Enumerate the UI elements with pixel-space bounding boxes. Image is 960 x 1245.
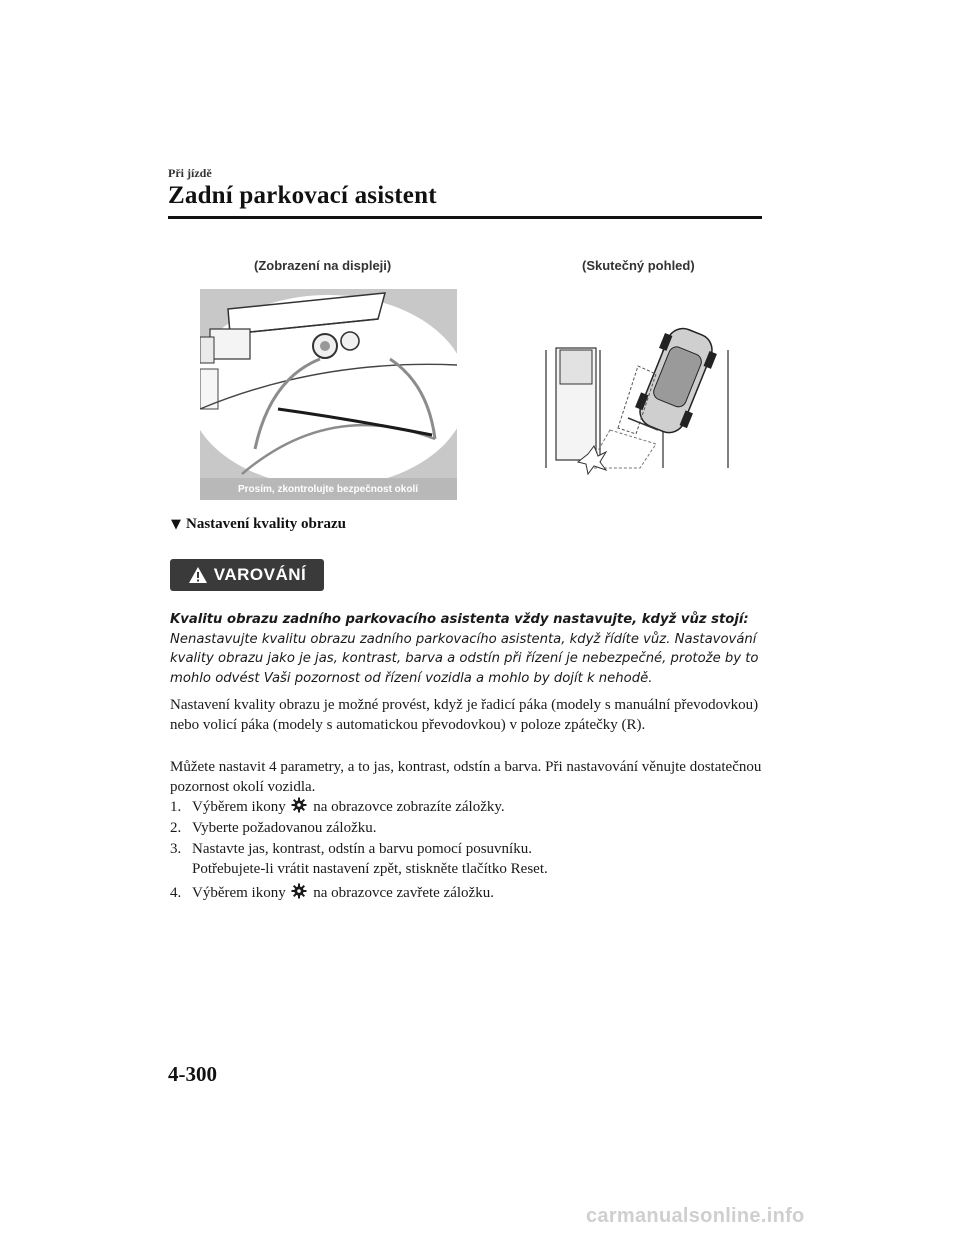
section-subheading	[171, 516, 346, 533]
actual-view-illustration	[528, 318, 746, 480]
step-number: 3.	[170, 841, 182, 857]
gear-icon	[291, 883, 307, 899]
display-view-illustration	[200, 289, 457, 500]
display-overlay-text: Prosím, zkontrolujte bezpečnost okolí	[237, 484, 419, 495]
watermark: carmanualsonline.info	[586, 1205, 805, 1227]
warning-text	[170, 610, 770, 688]
steps-list	[170, 797, 770, 904]
step-text: Výběrem ikony na obrazovce zavřete záložku.	[192, 885, 494, 901]
step-text: Nastavte jas, kontrast, odstín a barvu pomocí posuvníku. Potřebujete-li vrátit nastavení zpět, stiskněte tlačítko Reset.	[192, 841, 548, 877]
title-rule	[168, 216, 762, 219]
subheading-text: Nastavení kvality obrazu	[186, 516, 347, 532]
paragraph-parameters: Můžete nastavit 4 parametry, a to jas, kontrast, odstín a barva. Při nastavování věnujte dostatečnou pozornost okolí vozidla.	[170, 759, 762, 795]
warning-label-box	[170, 559, 324, 591]
page-number: 4-300	[168, 1062, 217, 1086]
triangle-marker-icon: ▼	[171, 517, 181, 532]
step-text: Výběrem ikony na obrazovce zobrazíte záložky.	[192, 799, 505, 815]
display-view-caption: (Zobrazení na displeji)	[254, 258, 392, 273]
step-number: 4.	[170, 885, 182, 901]
gear-icon	[291, 797, 307, 813]
section-label: Při jízdě	[168, 166, 212, 180]
warning-label: VAROVÁNÍ	[213, 565, 307, 584]
warning-lead: Kvalitu obrazu zadního parkovacího asistenta vždy nastavujte, když vůz stojí:	[170, 612, 749, 627]
list-item	[170, 797, 770, 817]
actual-view-caption: (Skutečný pohled)	[582, 258, 695, 273]
list-item	[170, 883, 770, 903]
paragraph-conditions: Nastavení kvality obrazu je možné provést, když je řadicí páka (modely s manuální převodovkou) nebo volicí páka (modely s automatickou převodovkou) v poloze zpátečky (R).	[170, 697, 759, 733]
list-item	[170, 818, 770, 838]
step-subtext: Potřebujete-li vrátit nastavení zpět, stiskněte tlačítko Reset.	[192, 861, 548, 877]
step-text: Vyberte požadovanou záložku.	[192, 820, 377, 836]
step-number: 2.	[170, 820, 182, 836]
list-item	[170, 839, 770, 879]
warning-triangle-icon	[188, 566, 208, 584]
warning-body: Nenastavujte kvalitu obrazu zadního parkovacího asistenta, když řídíte vůz. Nastavování kvality obrazu jako je jas, kontrast, barva a odstín při řízení je nebezpečné, protože by to mohlo odvést Vaši pozornost od řízení vozidla a mohlo by dojít k nehodě.	[170, 631, 759, 686]
step-number: 1.	[170, 799, 182, 815]
page-title: Zadní parkovací asistent	[168, 182, 437, 209]
